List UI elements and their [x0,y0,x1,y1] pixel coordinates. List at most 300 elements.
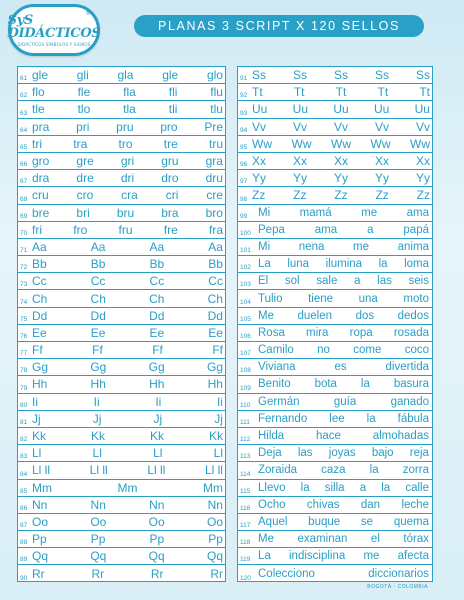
stamp-cell: Ch [149,291,165,306]
stamp-cell: tra [73,136,88,151]
table-row [18,187,225,204]
stamp-cell: Ll ll [32,463,51,478]
row-cells [32,514,223,530]
stamp-cell: Zz [375,188,389,203]
stamp-cell: Ww [331,136,351,151]
row-cells [252,101,430,117]
row-cells [252,187,430,203]
stamp-cell: Hh [149,377,165,392]
row-number: 73 [20,281,28,289]
stamp-cell: tri [32,136,42,151]
stamp-cell: Tt [335,85,347,100]
row-cells [32,411,223,427]
stamp-cell: Gg [206,360,223,375]
row-cells [32,187,223,203]
table-row [18,222,225,239]
stamp-cell: Nn [207,497,223,512]
stamp-cell: cro [76,188,94,203]
row-cells [32,548,223,564]
stamp-sentence: Benito bota la basura [258,378,429,391]
stamp-sentence: Me duelen dos dedos [258,309,429,322]
stamp-cell: Jj [214,411,223,426]
row-number: 88 [20,539,28,547]
stamp-cell: Ch [207,291,223,306]
footer-location: BOGOTÁ - COLOMBIA [367,584,428,590]
stamp-cell: Ss [374,68,389,83]
stamp-cell: Uu [414,102,430,117]
stamp-cell: Ii [93,394,100,409]
table-row [238,256,432,273]
row-number: 99 [240,212,248,220]
stamp-cell: Qq [148,549,165,564]
table-row [238,428,432,445]
row-number: 65 [20,143,28,151]
row-number: 80 [20,401,28,409]
stamp-cell: flu [210,85,223,100]
table-row [238,84,432,101]
table-row [238,119,432,136]
row-cells [32,119,223,135]
row-cells [32,376,223,392]
row-number: 114 [240,470,251,478]
stamp-cell: Gg [148,360,165,375]
stamp-cell: Ee [208,325,223,340]
table-row [18,119,225,136]
stamp-cell: Kk [32,429,47,444]
stamp-cell: Uu [252,102,268,117]
stamp-cell: Vv [252,119,267,134]
row-number: 111 [240,418,250,426]
stamp-cell: cri [165,188,179,203]
row-number: 71 [20,247,28,255]
stamp-cell: Dd [149,308,165,323]
row-cells [252,84,430,100]
stamp-cell: Yy [292,171,307,186]
stamp-cell: Jj [153,411,163,426]
stamp-cell: Bb [149,257,165,272]
stamp-cell: Ww [252,136,272,151]
table-row [238,445,432,462]
stamp-cell: Yy [374,171,389,186]
row-number: 97 [240,178,248,186]
row-cells [32,222,223,238]
row-number: 91 [240,75,248,83]
table-row [238,411,432,428]
table-row [238,290,432,307]
left-table [17,66,226,582]
table-row [238,480,432,497]
stamp-cell: Vv [333,119,348,134]
table-row [18,136,225,153]
table-row [238,497,432,514]
row-cells [32,428,223,444]
row-number: 93 [240,109,248,117]
stamp-cell: Xx [415,154,430,169]
table-row [18,342,225,359]
stamp-cell: pri [76,119,90,134]
stamp-cell: Hh [207,377,223,392]
row-number: 94 [240,126,248,134]
row-number: 62 [20,92,28,100]
table-row [18,308,225,325]
stamp-cell: Aa [208,239,223,254]
table-row [238,153,432,170]
stamp-cell: Hh [32,377,48,392]
row-number: 90 [20,574,28,582]
stamp-cell: Jj [92,411,102,426]
stamp-cell: Yy [252,171,267,186]
table-row [18,531,225,548]
stamp-cell: Kk [90,429,105,444]
row-number: 106 [240,333,251,340]
stamp-cell: Yy [333,171,348,186]
stamp-sentence: Fernando lee la fábula [258,412,429,425]
stamp-cell: dru [205,171,223,186]
stamp-sentence: Mi mamá me ama [258,206,429,219]
stamp-cell: Xx [333,154,348,169]
table-row [18,256,225,273]
stamp-cell: Ee [90,325,106,340]
row-number: 84 [20,470,28,478]
stamp-cell: Pp [149,532,165,547]
stamp-cell: Ll [153,446,163,461]
stamp-cell: Oo [206,514,223,529]
row-number: 75 [20,315,28,323]
stamp-cell: Ii [155,394,162,409]
stamp-cell: tlo [77,102,91,117]
stamp-cell: Ww [410,136,430,151]
table-row [18,514,225,531]
stamp-cell: pru [116,119,134,134]
table-row [18,325,225,342]
row-number: 79 [20,384,28,392]
stamp-cell: Xx [292,154,307,169]
stamp-sentence: La luna ilumina la loma [258,258,429,271]
stamp-cell: Zz [334,188,348,203]
stamp-cell: gre [76,154,94,169]
row-number: 78 [20,367,28,375]
stamp-cell: Ss [333,68,348,83]
stamp-cell: dre [76,171,94,186]
row-cells [32,153,223,169]
stamp-cell: Cc [208,274,223,289]
row-cells [32,531,223,547]
stamp-sentence: La indisciplina me afecta [258,550,429,563]
stamp-cell: Tt [293,85,305,100]
stamp-cell: Mm [203,480,223,495]
stamp-cell: Ll ll [147,463,166,478]
row-number: 109 [240,384,251,392]
stamp-cell: gle [32,68,49,83]
stamp-cell: Nn [149,497,165,512]
row-cells [32,480,223,496]
stamp-cell: fli [168,85,178,100]
row-number: 68 [20,195,28,203]
stamp-cell: Vv [374,119,389,134]
stamp-cell: Xx [252,154,267,169]
stamp-cell: Pp [90,532,106,547]
stamp-cell: Aa [90,239,106,254]
row-number: 76 [20,333,28,340]
row-number: 96 [240,161,248,169]
stamp-cell: Kk [149,429,164,444]
stamp-cell: fle [77,85,91,100]
row-number: 67 [20,178,28,186]
table-row [18,565,225,582]
stamp-cell: dri [120,171,135,186]
stamp-cell: Ch [32,291,48,306]
table-row [238,325,432,342]
table-row [238,359,432,376]
stamp-cell: fre [163,222,178,237]
stamp-cell: Qq [32,549,49,564]
stamp-cell: Bb [90,257,106,272]
table-row [238,308,432,325]
stamp-cell: bre [32,205,50,220]
table-row [238,101,432,118]
table-row [238,342,432,359]
row-cells [32,136,223,152]
table-row [238,136,432,153]
stamp-cell: Gg [32,360,49,375]
stamp-cell: Dd [90,308,106,323]
stamp-cell: Rr [210,567,223,582]
stamp-cell: Rr [32,567,45,582]
stamp-cell: gru [161,154,179,169]
stamp-sentence: Camilo no come coco [258,344,429,357]
stamp-cell: tlu [210,102,223,117]
row-cells [32,290,223,306]
stamp-cell: Nn [90,497,106,512]
row-cells [32,170,223,186]
stamp-sentence: Ocho chivas dan leche [258,498,429,511]
row-number: 110 [240,401,251,409]
row-number: 61 [20,75,28,83]
stamp-sentence: Rosa mira ropa rosada [258,326,429,339]
row-number: 72 [20,264,28,272]
stamp-cell: Cc [149,274,165,289]
table-row [238,187,432,204]
stamp-cell: Pp [208,532,223,547]
table-row [18,290,225,307]
stamp-sentence: Viviana es divertida [258,361,429,374]
stamp-cell: Ll [32,446,42,461]
stamp-cell: Ll [92,446,102,461]
stamp-cell: glo [206,68,223,83]
stamp-cell: Zz [252,188,266,203]
row-number: 120 [240,574,251,582]
row-number: 89 [20,556,28,564]
stamp-cell: cre [206,188,223,203]
row-cells [32,256,223,272]
table-row [238,67,432,84]
row-number: 86 [20,504,28,512]
stamp-cell: Cc [90,274,106,289]
row-number: 113 [240,453,251,461]
table-row [18,359,225,376]
stamp-cell: dro [161,171,179,186]
row-number: 118 [240,539,251,547]
table-row [238,205,432,222]
row-cells [252,153,430,169]
stamp-cell: Tt [377,85,389,100]
stamp-cell: Kk [208,429,223,444]
logo-subtitle: DIDÁCTICOS SÍMBOLOS Y SIGNOS [17,41,91,47]
stamp-cell: Ww [291,136,312,151]
stamp-cell: gla [117,68,134,83]
table-row [18,497,225,514]
stamp-cell: Ii [32,394,38,409]
row-cells [32,325,223,341]
stamp-cell: Jj [32,411,41,426]
row-number: 104 [240,298,251,306]
stamp-sentence: Llevo la silla a la calle [258,481,429,494]
row-cells [252,170,430,186]
stamp-cell: Qq [206,549,223,564]
stamp-cell: Ll [213,446,223,461]
stamp-cell: Yy [415,171,430,186]
stamp-cell: cra [121,188,138,203]
stamp-sentence: Aquel buque se quema [258,515,429,528]
table-row [18,239,225,256]
row-number: 64 [20,126,28,134]
table-row [18,153,225,170]
stamp-cell: Dd [32,308,48,323]
row-number: 117 [240,522,251,530]
stamp-sentence: Pepa ama a papá [258,223,429,236]
row-number: 70 [20,229,28,237]
row-cells [32,308,223,324]
table-row [238,462,432,479]
stamp-cell: tle [32,102,45,117]
stamp-cell: Bb [208,257,223,272]
row-cells [252,67,430,83]
stamp-cell: Tt [419,85,430,100]
stamp-cell: Bb [32,257,47,272]
stamp-cell: Ee [149,325,165,340]
stamp-cell: Ll ll [89,463,108,478]
stamp-cell: Ss [292,68,307,83]
row-cells [252,119,430,135]
row-cells [32,273,223,289]
row-number: 77 [20,350,28,358]
stamp-cell: cru [32,188,49,203]
stamp-cell: gli [76,68,89,83]
table-row [18,480,225,497]
stamp-cell: Aa [149,239,165,254]
stamp-cell: Xx [374,154,389,169]
row-cells [32,462,223,478]
row-cells [32,497,223,513]
table-row [238,222,432,239]
table-row [18,376,225,393]
stamp-cell: Oo [148,514,165,529]
stamp-cell: fri [32,222,42,237]
registered-mark: ® [85,10,91,17]
table-row [18,548,225,565]
stamp-cell: pro [160,119,178,134]
stamp-sentence: Zoraida caza la zorra [258,464,429,477]
table-row [18,411,225,428]
row-number: 87 [20,522,28,530]
row-cells [32,359,223,375]
stamp-cell: fro [73,222,88,237]
stamp-cell: Zz [416,188,430,203]
table-row [18,273,225,290]
stamp-cell: pra [32,119,50,134]
stamp-cell: Uu [373,102,390,117]
stamp-cell: Cc [32,274,47,289]
right-table [237,66,433,582]
table-row [18,428,225,445]
table-row [18,445,225,462]
row-number: 74 [20,298,28,306]
stamp-cell: Ww [370,136,391,151]
stamp-cell: Aa [32,239,47,254]
stamp-cell: fra [208,222,223,237]
stamp-sentence: Me examinan el tórax [258,533,429,546]
table-row [238,376,432,393]
stamp-cell: Pp [32,532,47,547]
stamp-sentence: Colecciono diccionarios [258,568,429,581]
row-number: 98 [240,195,248,203]
stamp-cell: Dd [207,308,223,323]
row-number: 119 [240,556,251,564]
table-row [18,394,225,411]
stamp-cell: tla [123,102,136,117]
stamp-cell: Oo [32,514,49,529]
row-number: 100 [240,229,251,237]
brand-logo [8,4,100,56]
page-title: PLANAS 3 SCRIPT X 120 SELLOS [134,15,424,37]
row-number: 66 [20,161,28,169]
stamp-cell: Pre [204,119,223,134]
stamp-cell: bro [205,205,223,220]
page-header [0,0,464,60]
table-row [18,101,225,118]
stamp-cell: Ff [152,343,163,358]
row-number: 105 [240,315,251,323]
stamp-cell: Rr [91,567,105,582]
row-number: 103 [240,281,251,289]
row-number: 115 [240,487,251,495]
row-cells [32,394,223,410]
stamp-cell: Tt [252,85,263,100]
stamp-cell: Ss [252,68,267,83]
row-number: 92 [240,92,248,100]
stamp-cell: Qq [90,549,107,564]
stamp-cell: tru [208,136,223,151]
table-row [238,514,432,531]
table-row [238,548,432,565]
stamp-cell: Mm [117,480,138,495]
stamp-cell: gra [205,154,223,169]
stamp-cell: Ff [212,343,223,358]
table-row [18,170,225,187]
row-cells [32,67,223,83]
stamp-sentence: Germán guía ganado [258,395,429,408]
row-number: 107 [240,350,251,358]
stamp-cell: Vv [292,119,307,134]
stamp-cell: Zz [293,188,307,203]
row-number: 82 [20,436,28,444]
stamp-cell: flo [32,85,45,100]
row-cells [32,342,223,358]
stamp-cell: Ss [415,68,430,83]
stamp-cell: bra [161,205,179,220]
stamp-cell: Vv [415,119,430,134]
stamp-cell: Gg [90,360,107,375]
